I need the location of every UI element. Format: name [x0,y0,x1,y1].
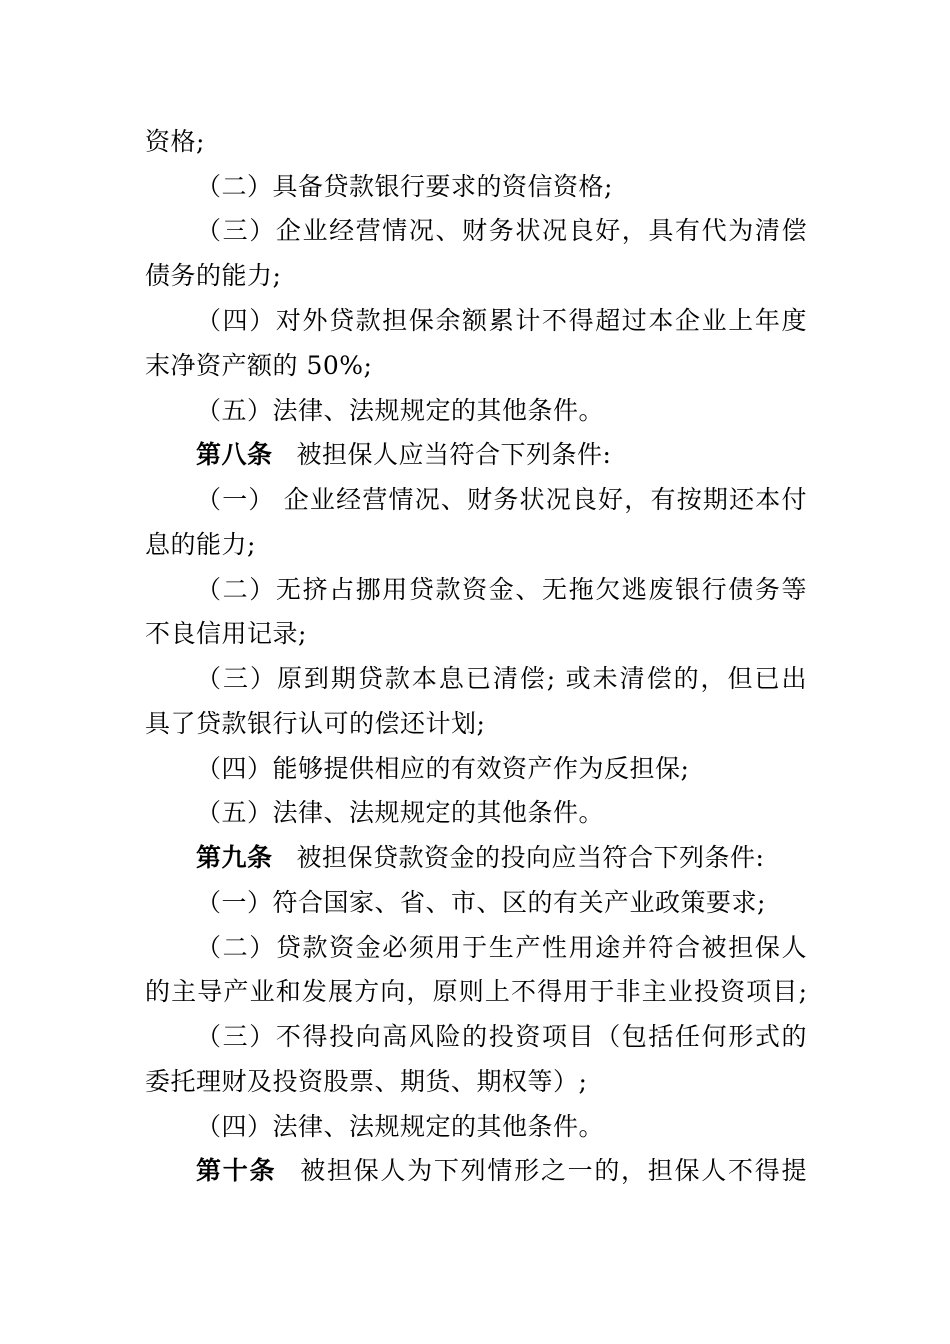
text-line: 具了贷款银行认可的偿还计划; [145,709,486,738]
article-heading-line: 第十条 被担保人为下列情形之一的，担保人不得提 [196,1156,807,1185]
text-line: （三）企业经营情况、财务状况良好，具有代为清偿 [196,216,807,245]
text-line: 债务的能力; [145,261,282,290]
text-line: （一）符合国家、省、市、区的有关产业政策要求; [196,888,766,917]
text-line: （三）不得投向高风险的投资项目（包括任何形式的 [196,1022,807,1051]
text-line: （二）贷款资金必须用于生产性用途并符合被担保人 [196,933,807,962]
article-heading-line: 第九条 被担保贷款资金的投向应当符合下列条件: [196,843,765,872]
article-number: 第十条 [196,1156,277,1185]
article-heading-line: 第八条 被担保人应当符合下列条件: [196,440,612,469]
text-line: （五）法律、法规规定的其他条件。 [196,396,605,425]
text-line: 资格; [145,127,205,156]
text-line: 末净资产额的 50%; [145,351,373,380]
text-line: （四）法律、法规规定的其他条件。 [196,1112,605,1141]
text-line: （二）具备贷款银行要求的资信资格; [196,172,613,201]
article-number: 第九条 [196,843,273,872]
text-line: 委托理财及投资股票、期货、期权等）; [145,1067,588,1096]
text-line: （五）法律、法规规定的其他条件。 [196,798,605,827]
text-line: （四）能够提供相应的有效资产作为反担保; [196,754,690,783]
text-line: 息的能力; [145,530,256,559]
article-number: 第八条 [196,440,273,469]
text-line: （四）对外贷款担保余额累计不得超过本企业上年度 [196,306,807,335]
text-line: （二）无挤占挪用贷款资金、无拖欠逃废银行债务等 [196,575,807,604]
text-line: （三）原到期贷款本息已清偿; 或未清偿的，但已出 [196,664,807,693]
text-line: 不良信用记录; [145,619,307,648]
text-line: （一） 企业经营情况、财务状况良好，有按期还本付 [196,485,807,514]
text-line: 的主导产业和发展方向，原则上不得用于非主业投资项目; [145,977,807,1006]
